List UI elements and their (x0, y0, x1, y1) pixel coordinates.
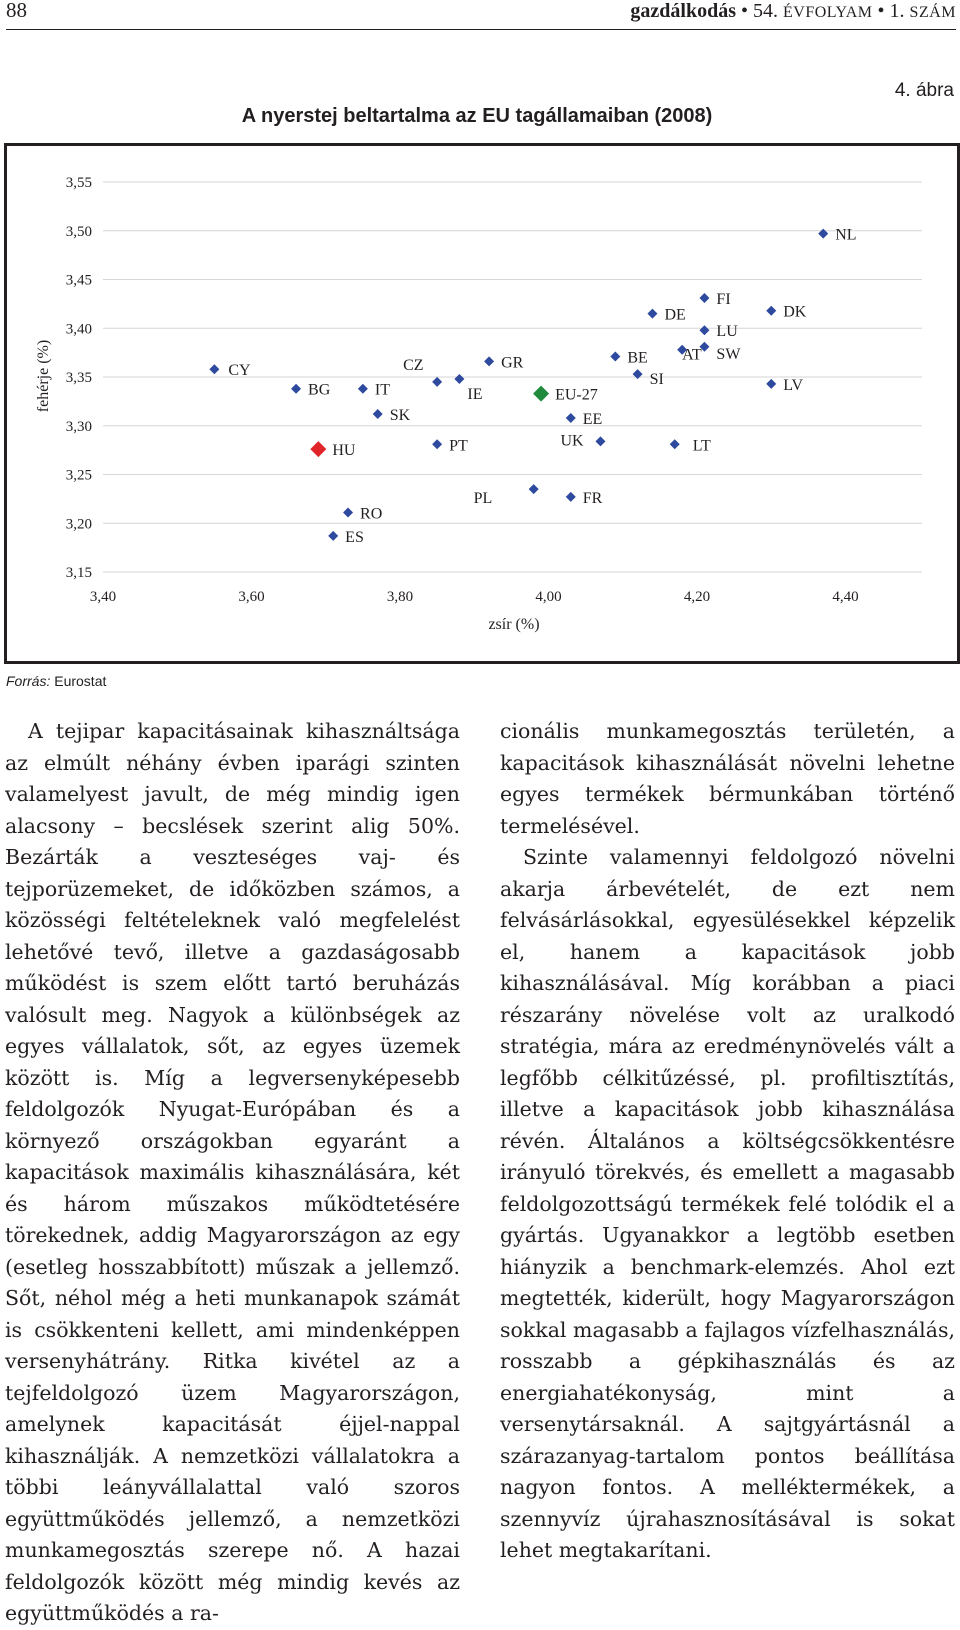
data-label: PL (473, 490, 493, 508)
y-tick-label: 3,55 (65, 175, 92, 191)
y-tick-label: 3,45 (65, 272, 92, 289)
y-tick-label: 3,35 (65, 370, 92, 386)
figure-title-wrap (0, 105, 960, 128)
separator: • (877, 0, 885, 22)
data-point-ie (454, 374, 464, 384)
source-value: Eurostat (54, 673, 107, 689)
issue-label: SZÁM (909, 4, 956, 21)
tick-layer (66, 175, 859, 605)
data-label: GR (501, 354, 524, 372)
data-point-cy (209, 364, 219, 374)
data-label: CZ (403, 356, 424, 374)
data-label: CY (228, 362, 251, 380)
header-rule (6, 29, 956, 30)
data-point-ee (566, 413, 576, 423)
figure-title: A nyerstej beltartalma az EU tagállamaiban (2008) (241, 105, 713, 127)
data-point-es (328, 531, 338, 541)
data-point-fi (699, 293, 709, 303)
data-point-uk (595, 436, 605, 446)
issue-number: 1. (889, 0, 905, 22)
data-point-eu-27 (533, 386, 549, 402)
data-label: EU-27 (555, 386, 598, 404)
x-axis-label: zsír (%) (488, 616, 540, 633)
data-label: NL (835, 226, 857, 244)
data-label: SW (716, 345, 741, 363)
x-tick-label: 4,00 (535, 589, 562, 605)
data-label: ES (345, 528, 364, 546)
data-label: BG (308, 381, 331, 399)
data-label: PT (449, 437, 468, 455)
y-tick-label: 3,50 (65, 223, 92, 240)
paragraph: cionális munkamegosztás területén, a kapacitások kihasználását növelni lehetne egyes termékek bérmunkában történő termelésével. (500, 719, 955, 838)
data-point-gr (484, 356, 494, 366)
point-layer (209, 227, 856, 546)
x-tick-label: 4,20 (683, 589, 711, 605)
y-tick-label: 3,40 (65, 321, 92, 338)
y-tick-label: 3,20 (65, 516, 92, 533)
page-number: 88 (6, 0, 27, 22)
data-label: IE (467, 385, 483, 403)
figure-label: 4. ábra (894, 80, 954, 101)
data-point-si (633, 369, 643, 379)
chart-frame (4, 143, 960, 664)
data-label: DE (664, 306, 686, 324)
journal-title: gazdálkodás (630, 0, 736, 22)
data-point-lv (766, 379, 776, 389)
data-point-sk (373, 409, 383, 419)
data-point-ro (343, 508, 353, 518)
y-axis-label: fehérje (%) (35, 339, 52, 413)
source-label: Forrás: (6, 673, 51, 689)
data-label: HU (332, 442, 356, 460)
data-label: UK (560, 432, 584, 450)
y-tick-label: 3,15 (65, 565, 92, 581)
data-label: DK (783, 303, 807, 321)
data-point-fr (566, 492, 576, 502)
data-label: SK (389, 407, 411, 425)
data-label: AT (682, 346, 702, 364)
paragraph: Szinte valamennyi feldolgozó növelni akarja árbevételét, de ezt nem felvásárlásokkal, egyesülésekkel képzelik el, hanem a kapacitások jobb kihasználásával. Míg korábban a piaci részarány növelése volt az uralkodó stratégia, mára az eredménynövelés vált a legfőbb célkitűzéssé, pl. profiltisztítás, illetve a kapacitások jobb kihasználása révén. Általános a költségcsökkentésre irányuló törekvés, és emellett a magasabb feldolgozottságú termékek felé tolódik el a gyártás. Ugyanakkor a legtöbb esetben hiányzik a benchmark-elemzés. Ahol ezt megtették, kiderült, hogy Magyarországon sokkal magasabb a fajlagos vízfelhasználás, rosszabb a gépkihasználás és az energiahatékonyság, mint a versenytársaknál. A sajtgyártásnál a szárazanyag-tartalom pontos beállítása nagyon fontos. A melléktermékek, a szennyvíz újrahasznosításával is sokat lehet megtakarítani. (500, 845, 955, 1562)
data-label: FR (582, 489, 603, 507)
data-point-lt (670, 439, 680, 449)
x-tick-label: 3,60 (238, 589, 265, 605)
data-point-bg (291, 384, 301, 394)
data-label: RO (360, 505, 383, 523)
x-tick-label: 4,40 (832, 589, 859, 605)
y-tick-label: 3,30 (65, 418, 92, 435)
data-point-it (358, 384, 368, 394)
data-label: EE (582, 410, 603, 428)
data-point-nl (818, 229, 828, 239)
data-label: IT (374, 381, 390, 399)
volume-label: ÉVFOLYAM (783, 4, 873, 21)
data-point-pl (529, 484, 539, 494)
body-column-left (5, 716, 460, 1630)
x-tick-label: 3,80 (386, 589, 414, 605)
y-tick-label: 3,25 (65, 467, 92, 484)
body-column-right (500, 716, 955, 1567)
running-header (6, 0, 956, 26)
data-point-de (647, 309, 657, 319)
paragraph: A tejipar kapacitásainak kihasználtsága az elmúlt néhány évben iparági szinten valamelyest javult, de még mindig igen alacsony – becslések szerint alig 50%. Bezárták a veszteséges vaj- és tejporüzemeket, de időközben számos, a közösségi feltételeknek való megfelelést lehetővé tevő, illetve a gazdaságosabb működést is szem előtt tartó beruházás valósult meg. Nagyok a különbségek az egyes vállalatok, sőt, az egyes üzemek között is. Míg a legversenyképesebb feldolgozók Nyugat-Európában és a környező országokban egyaránt a kapacitások maximális kihasználására, két és három műszakos működtetésére törekednek, addig Magyarországon az egy (esetleg hosszabbított) műszak a jellemző. Sőt, néhol még a heti munkanapok számát is csökkenteni kellett, ami mindenképpen versenyhátrány. Ritka kivétel az a tejfeldolgozó üzem Magyarországon, amelynek kapacitását éjjel-nappal kihasználják. A nemzetközi vállalatokra a többi leányvállalattal való szoros együttműködés jellemző, a nemzetközi munkamegosztás szerepe nő. A hazai feldolgozók között még mindig kevés az együttműködés a ra- (5, 719, 460, 1625)
data-label: LV (783, 376, 804, 394)
data-label: LT (692, 437, 711, 455)
volume-number: 54. (753, 0, 779, 22)
data-point-pt (432, 439, 442, 449)
scatter-chart (7, 146, 957, 661)
data-label: LU (716, 323, 738, 341)
data-point-dk (766, 306, 776, 316)
data-point-be (610, 352, 620, 362)
data-point-cz (432, 377, 442, 387)
x-tick-label: 3,40 (89, 589, 117, 605)
data-point-hu (310, 441, 326, 457)
separator: • (741, 0, 749, 22)
data-point-lu (699, 325, 709, 335)
figure-source (6, 673, 106, 689)
journal-reference (630, 0, 956, 23)
data-label: SI (649, 371, 664, 389)
data-label: BE (627, 349, 648, 367)
data-label: FI (716, 291, 731, 309)
